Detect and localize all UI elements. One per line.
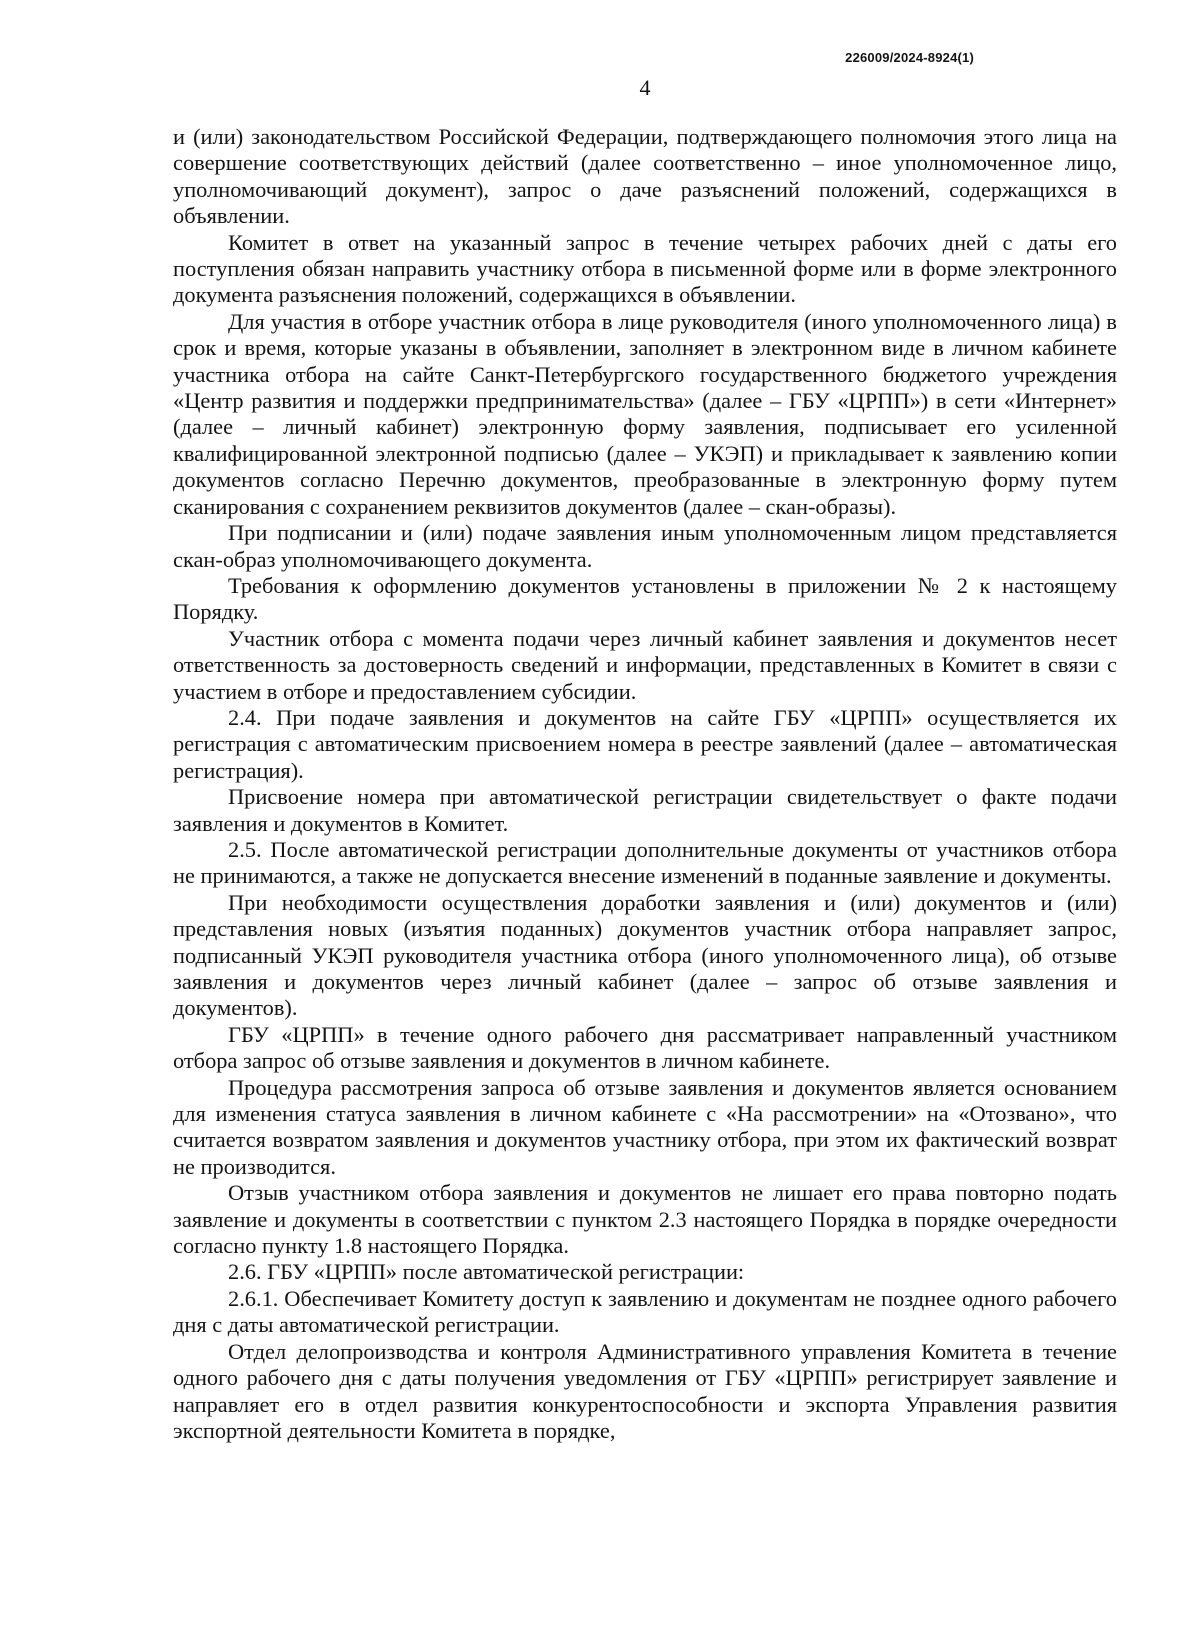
paragraph: Для участия в отборе участник отбора в лице руководителя (иного уполномоченного лица) в срок и время, которые указаны в объявлении, заполняет в электронном виде в личном кабинете участника отбора на сайте Санкт-Петербургского государственного бюджетого учреждения «Центр развития и поддержки предпринимательства» (далее – ГБУ «ЦРПП») в сети «Интернет» (далее – личный кабинет) электронную форму заявления, подписывает его усиленной квалифицированной электронной подписью (далее – УКЭП) и прикладывает к заявлению копии документов согласно Перечню документов, преобразованные в электронную форму путем сканирования с сохранением реквизитов документов (далее – скан-образы). bbox=[173, 308, 1117, 519]
paragraph: Комитет в ответ на указанный запрос в течение четырех рабочих дней с даты его поступления обязан направить участнику отбора в письменной форме или в форме электронного документа разъяснения положений, содержащихся в объявлении. bbox=[173, 229, 1117, 308]
paragraph-continuation: и (или) законодательством Российской Федерации, подтверждающего полномочия этого лица на совершение соответствующих действий (далее соответственно – иное уполномоченное лицо, уполномочивающий документ), запрос о даче разъяснений положений, содержащихся в объявлении. bbox=[173, 124, 1117, 229]
paragraph: Требования к оформлению документов установлены в приложении № 2 к настоящему Порядку. bbox=[173, 572, 1117, 625]
paragraph: Отзыв участником отбора заявления и документов не лишает его права повторно подать заявление и документы в соответствии с пунктом 2.3 настоящего Порядка в порядке очередности согласно пункту 1.8 настоящего Порядка. bbox=[173, 1180, 1117, 1259]
paragraph: При необходимости осуществления доработки заявления и (или) документов и (или) представления новых (изъятия поданных) документов участник отбора направляет запрос, подписанный УКЭП руководителя участника отбора (иного уполномоченного лица), об отзыве заявления и документов через личный кабинет (далее – запрос об отзыве заявления и документов). bbox=[173, 889, 1117, 1021]
clause-2-4: 2.4. При подаче заявления и документов на сайте ГБУ «ЦРПП» осуществляется их регистрация с автоматическим присвоением номера в реестре заявлений (далее – автоматическая регистрация). bbox=[173, 704, 1117, 783]
clause-2-6: 2.6. ГБУ «ЦРПП» после автоматической регистрации: bbox=[228, 1259, 745, 1285]
document-registration-number: 226009/2024-8924(1) bbox=[845, 50, 974, 65]
paragraph: Присвоение номера при автоматической регистрации свидетельствует о факте подачи заявления и документов в Комитет. bbox=[173, 784, 1117, 836]
paragraph: Участник отбора с момента подачи через личный кабинет заявления и документов несет ответственность за достоверность сведений и информации, представленных в Комитет в связи с участием в отборе и предоставлением субсидии. bbox=[173, 625, 1117, 704]
paragraph: Отдел делопроизводства и контроля Административного управления Комитета в течение одного рабочего дня с даты получения уведомления от ГБУ «ЦРПП» регистрирует заявление и направляет его в отдел развития конкурентоспособности и экспорта Управления развития экспортной деятельности Комитета в порядке, bbox=[173, 1338, 1117, 1443]
document-body bbox=[173, 124, 1117, 1444]
clause-2-6-1: 2.6.1. Обеспечивает Комитету доступ к заявлению и документам не позднее одного рабочего дня с даты автоматической регистрации. bbox=[173, 1285, 1117, 1338]
paragraph: При подписании и (или) подаче заявления иным уполномоченным лицом представляется скан-образ уполномочивающего документа. bbox=[173, 520, 1117, 572]
paragraph: Процедура рассмотрения запроса об отзыве заявления и документов является основанием для изменения статуса заявления в личном кабинете с «На рассмотрении» на «Отозвано», что считается возвратом заявления и документов участнику отбора, при этом их фактический возврат не производится. bbox=[173, 1074, 1117, 1179]
paragraph: ГБУ «ЦРПП» в течение одного рабочего дня рассматривает направленный участником отбора запрос об отзыве заявления и документов в личном кабинете. bbox=[173, 1021, 1117, 1074]
page-number: 4 bbox=[639, 75, 651, 100]
clause-2-5: 2.5. После автоматической регистрации дополнительные документы от участников отбора не принимаются, а также не допускается внесение изменений в поданные заявление и документы. bbox=[173, 836, 1117, 889]
